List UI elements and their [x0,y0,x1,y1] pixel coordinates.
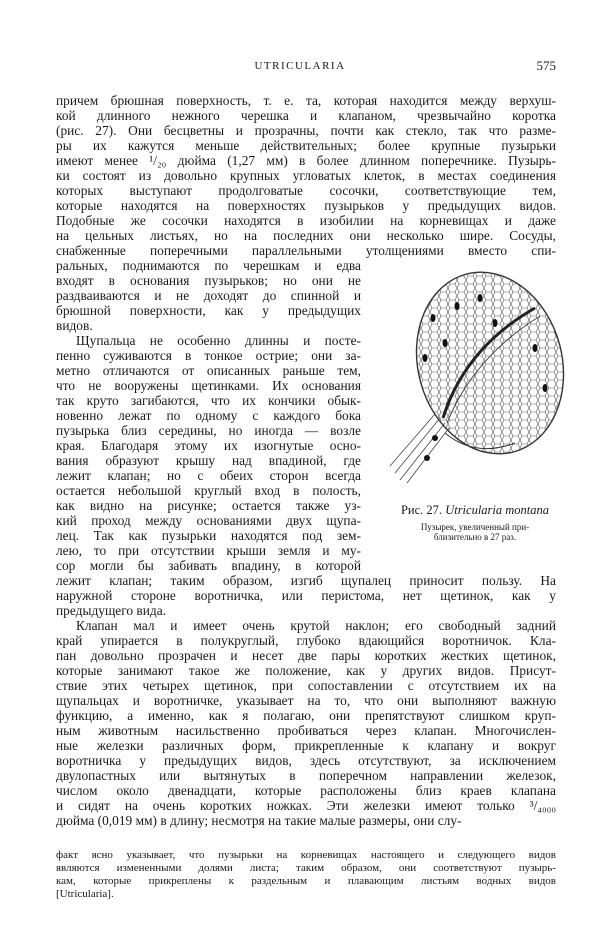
text-line: числом около двенадцати, которые расположены близ краев клапана [56,783,556,798]
text-line: (рис. 27). Они бесцветны и прозрачны, почти как стекло, так что разме- [56,123,556,138]
text-line: ки состоят из довольно крупных угловатых клеток, в местах соединения [56,168,556,183]
figure-note-line: Пузырек, увеличенный при- [420,522,530,532]
text-line: двулопастных или вытянутых в поперечном направлении железок, [56,768,556,783]
text-line: функцию, а именно, как я полагаю, они препятствуют слишком круп- [56,708,556,723]
text-line: как видно на рисунке; остается также уз- [56,498,361,513]
text-line: край упирается в полукруглый, глубоко вдающийся воротничок. Кла- [56,633,556,648]
text-line: вания образуют крышу над впадиной, где [56,453,361,468]
text-line: ральных, поднимаются по черешкам и едва [56,258,361,273]
figure-label: Рис. 27. [400,503,443,517]
text-line: входят в основания пузырьков; но они не [56,273,361,288]
text-line: лец. Так как пузырьки находятся под зем- [56,528,361,543]
text-line: которые находятся на поверхностях пузырьков у предыдущих видов. [56,198,556,213]
text-line: на цельных листьях, но на последних они несколько шире. Сосуды, [56,228,556,243]
text-line: кий проход между основаниями двух щупа- [56,513,361,528]
text-line: брюшной поверхности, как у предыдущих [56,303,361,318]
figure-species: Utricularia montana [445,503,550,517]
figure-caption [370,503,580,518]
text-line: предыдущего вида. [56,603,166,618]
text-line: пузырька близ середины, но иногда — возле [56,423,361,438]
text-line: ствие этих четырех щетинок, при сопоставлении с отсутствием их на [56,678,556,693]
text-line: видов. [56,318,93,333]
footnote-line: [Utricularia]. [56,888,114,900]
text-line: которые занимают такое же положение, как у других видов. Присут- [56,663,556,678]
figure-note [380,522,570,542]
text-line: имеют менее ¹/₂₀ дюйма (1,27 мм) в более длинном поперечнике. Пузырь- [56,153,556,168]
text-line: дюйма (0,019 мм) в длину; несмотря на такие малые размеры, они слу- [56,813,462,828]
text-line: сор могли бы забивать впадину, в которой [56,558,361,573]
footnote-line: являются измененными долями листа; таким образом, они соответствуют пузырь- [56,862,556,874]
text-line: края. Благодаря этому их изогнутые осно- [56,438,361,453]
text-line: ным животным насильственно пробиваться через клапан. Многочислен- [56,723,556,738]
text-line: метно отличаются от описанных раньше тем, [56,363,361,378]
text-line: Подобные же сосочки находятся в изобилии на корневищах и даже [56,213,556,228]
text-line: наружной стороне воротничка, или перистома, нет щетинок, как у [56,588,556,603]
text-line: остается небольшой круглый вход в полость, [56,483,361,498]
footnote-line: кам, которые прикреплены к раздельным и плавающим листьям водных видов [56,875,556,887]
text-line: Клапан мал и имеет очень крутой наклон; его свободный задний [76,618,556,633]
text-line: что не вооружены щетинками. Их основания [56,378,361,393]
text-line: лежит клапан; но с обеих сторон всегда [56,468,361,483]
text-line: ные железки различных форм, прикрепленные к клапану и вокруг [56,738,556,753]
text-line: воротничка у предыдущих видов, здесь отсутствуют, за исключением [56,753,556,768]
page-number: 575 [536,58,556,73]
text-line: щупальцах и воротничке, указывает на то, что они выполняют важную [56,693,556,708]
footnote-line: факт ясно указывает, что пузырьки на корневищах настоящего и следующего видов [56,849,556,861]
running-title: UTRICULARIA [254,60,346,72]
text-line: снабженные поперечными параллельными утолщениями вместо спи- [56,243,556,258]
text-line: новенно лежат по одному с каждого бока [56,408,361,423]
text-line: пенно суживаются в тонкое острие; они за- [56,348,361,363]
bladder-illustration [385,268,565,488]
text-line: причем брюшная поверхность, т. е. та, которая находится между верхуш- [56,93,556,108]
text-line: и сидят на очень коротких ножках. Эти железки имеют только ³/₄₀₀₀ [56,798,556,813]
text-line: которых выступают продолговатые сосочки, соответствующие тем, [56,183,556,198]
text-line: так круто загибаются, что их кончики обык- [56,393,361,408]
text-line: пан довольно прозрачен и несет две пары коротких жестких щетинок, [56,648,556,663]
text-line: лею, то при отсутствии крыши земля и му- [56,543,361,558]
text-line: лежит клапан; таким образом, изгиб щупалец приносит пользу. На [56,573,556,588]
figure-note-line: близительно в 27 раз. [433,532,517,542]
text-line: ры их кажутся меньше действительных; более крупные пузырьки [56,138,556,153]
text-line: раздваиваются и не доходят до спинной и [56,288,361,303]
text-line: кой длинного нежного черешка и клапаном, чрезвычайно коротка [56,108,556,123]
text-line: Щупальца не особенно длинны и посте- [76,333,361,348]
